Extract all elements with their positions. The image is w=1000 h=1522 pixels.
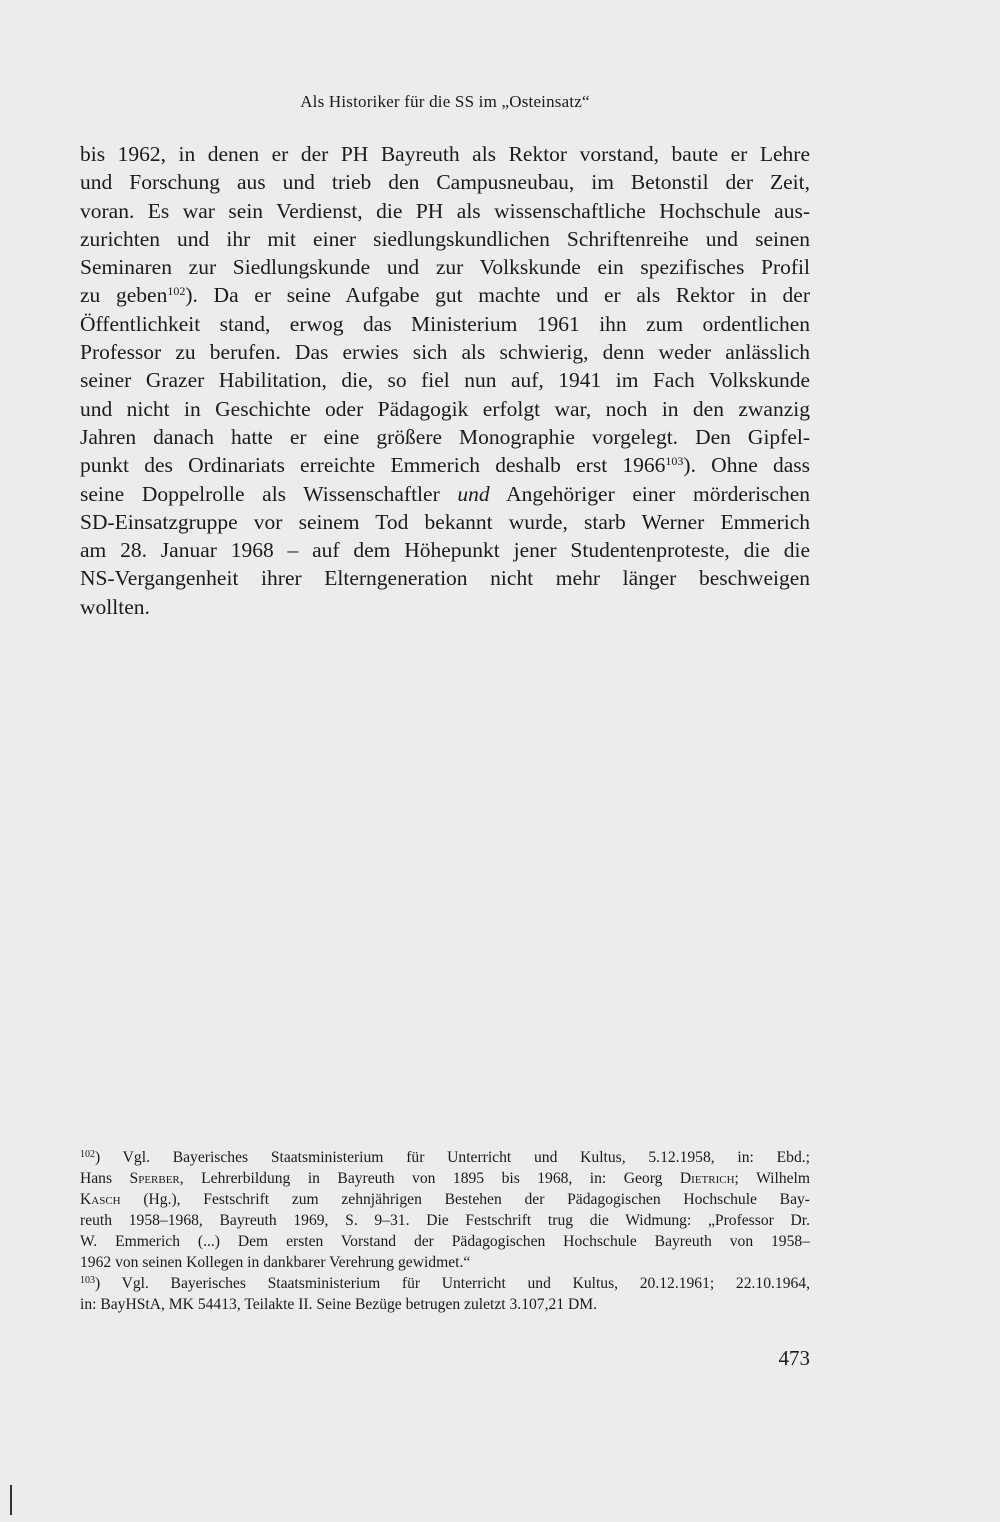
body-line: Seminaren zur Siedlungskunde und zur Volkskunde ein spezifisches Profil xyxy=(80,255,810,280)
footnote-text: Hans xyxy=(80,1170,130,1187)
footnote-marker-102: 102 xyxy=(80,1149,95,1160)
body-line: am 28. Januar 1968 – auf dem Höhepunkt jener Studentenproteste, die die xyxy=(80,538,810,563)
body-text-run: punkt des Ordinariats erreichte Emmerich deshalb erst 1966 xyxy=(80,453,666,478)
body-line: und Forschung aus und trieb den Campusneubau, im Betonstil der Zeit, xyxy=(80,170,810,195)
body-line: Professor zu berufen. Das erwies sich als schwierig, denn weder anlässlich xyxy=(80,340,810,365)
body-line: Öffentlichkeit stand, erwog das Ministerium 1961 ihn zum ordentlichen xyxy=(80,311,810,336)
body-line: und nicht in Geschichte oder Pädagogik erfolgt war, noch in den zwanzig xyxy=(80,396,810,421)
body-paragraph xyxy=(80,140,810,621)
footnote-102-line xyxy=(80,1147,810,1168)
author-name: Sperber xyxy=(129,1170,180,1187)
body-line: bis 1962, in denen er der PH Bayreuth als Rektor vorstand, baute er Lehre xyxy=(80,142,810,166)
body-line: seiner Grazer Habilitation, die, so fiel nun auf, 1941 im Fach Volkskunde xyxy=(80,368,810,393)
footnotes xyxy=(80,1147,810,1315)
author-name: Kasch xyxy=(80,1191,121,1208)
emphasis-und: und xyxy=(457,481,490,506)
author-name: Dietrich xyxy=(679,1170,735,1187)
body-line xyxy=(80,451,810,479)
footnote-102-line: W. Emmerich (...) Dem ersten Vorstand der Pädagogischen Hochschule Bayreuth von 1958– xyxy=(80,1233,810,1250)
footnote-text: (Hg.), Festschrift zum zehnjährigen Bestehen der Pädagogischen Hochschule Bay- xyxy=(120,1191,810,1208)
body-line: voran. Es war sein Verdienst, die PH als wissenschaftliche Hochschule aus- xyxy=(80,198,810,223)
footnote-ref-103[interactable]: 103 xyxy=(665,454,684,469)
body-line: SD-Einsatzgruppe vor seinem Tod bekannt wurde, starb Werner Emmerich xyxy=(80,509,810,534)
footnote-ref-102[interactable]: 102 xyxy=(167,284,186,299)
footnote-103-line: in: BayHStA, MK 54413, Teilakte II. Seine Bezüge betrugen zuletzt 3.107,21 DM. xyxy=(80,1296,598,1313)
body-line: wollten. xyxy=(80,594,150,619)
footnote-103-line xyxy=(80,1273,810,1294)
body-line: NS-Vergangenheit ihrer Elterngeneration nicht mehr länger beschweigen xyxy=(80,566,810,591)
body-line: Jahren danach hatte er eine größere Monographie vorgelegt. Den Gipfel- xyxy=(80,424,810,449)
footnote-102-line: reuth 1958–1968, Bayreuth 1969, S. 9–31. Die Festschrift trug die Widmung: „Professor Dr. xyxy=(80,1212,810,1229)
footnote-text: ) Vgl. Bayerisches Staatsministerium für Unterricht und Kultus, 20.12.1961; 22.10.1964, xyxy=(95,1275,810,1292)
body-line xyxy=(80,281,810,309)
footnote-marker-103: 103 xyxy=(80,1275,95,1286)
footnote-text: , Lehrerbildung in Bayreuth von 1895 bis 1968, in: Georg xyxy=(179,1170,680,1187)
page-number: 473 xyxy=(778,1346,810,1370)
footnote-text: ) Vgl. Bayerisches Staatsministerium für Unterricht und Kultus, 5.12.1958, in: Ebd.; xyxy=(95,1149,810,1166)
footnote-102-line: 1962 von seinen Kollegen in dankbarer Verehrung gewidmet.“ xyxy=(80,1254,471,1271)
body-line: zurichten und ihr mit einer siedlungskundlichen Schriftenreihe und seinen xyxy=(80,226,810,251)
body-line xyxy=(80,480,810,508)
scan-edge-mark xyxy=(10,1485,12,1515)
body-text-run: zu geben xyxy=(80,283,168,308)
body-text-run: ). Da er seine Aufgabe gut machte und er als Rektor in der xyxy=(185,283,810,308)
running-head: Als Historiker für die SS im „Osteinsatz“ xyxy=(300,92,590,111)
footnote-text: ; Wilhelm xyxy=(734,1170,811,1187)
footnote-102-line xyxy=(80,1168,810,1189)
body-text-run: seine Doppelrolle als Wissenschaftler xyxy=(80,481,458,506)
body-text-run: Angehöriger einer mörderischen xyxy=(489,481,810,506)
footnote-102-line xyxy=(80,1189,810,1210)
body-text-run: ). Ohne dass xyxy=(683,453,810,478)
